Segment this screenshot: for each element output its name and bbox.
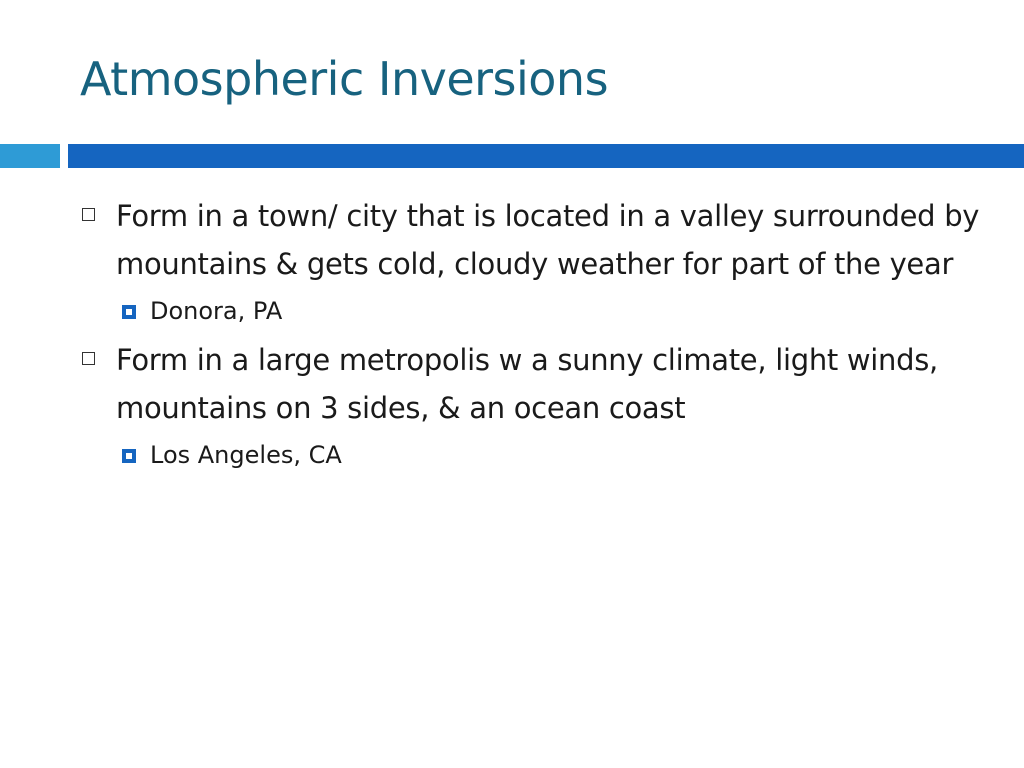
sub-bullet-text: Donora, PA — [150, 297, 283, 325]
bullet-text: Form in a large metropolis w a sunny climate, light winds, mountains on 3 sides, & an ocean coast — [116, 343, 938, 425]
hollow-square-bullet-icon — [82, 208, 95, 221]
slide-title: Atmospheric Inversions — [80, 52, 609, 106]
sub-bullet-item — [80, 438, 980, 472]
filled-square-bullet-icon — [122, 305, 136, 319]
sub-bullet-item — [80, 294, 980, 328]
bullet-item — [80, 336, 980, 432]
bullet-text: Form in a town/ city that is located in a valley surrounded by mountains & gets cold, cloudy weather for part of the year — [116, 199, 980, 281]
accent-bar-left — [0, 144, 60, 168]
slide-content — [80, 192, 980, 480]
bullet-item — [80, 192, 980, 288]
filled-square-bullet-icon — [122, 449, 136, 463]
sub-bullet-text: Los Angeles, CA — [150, 441, 342, 469]
hollow-square-bullet-icon — [82, 352, 95, 365]
accent-bar-right — [68, 144, 1024, 168]
